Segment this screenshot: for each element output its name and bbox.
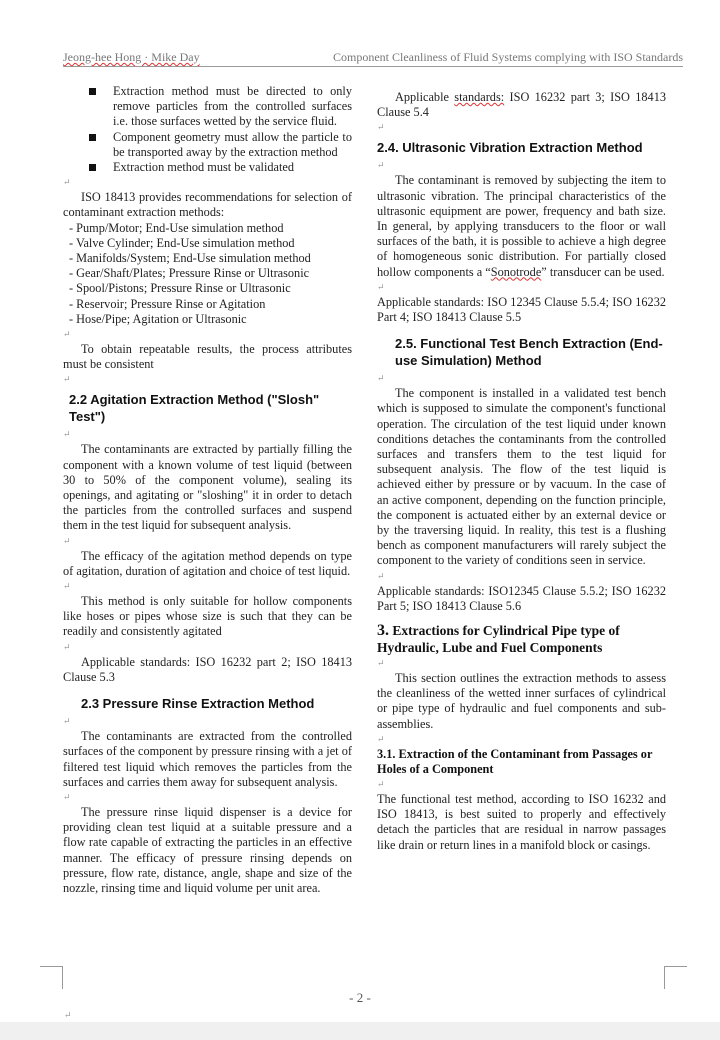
section-heading-2-5: 2.5. Functional Test Bench Extraction (End- use Simulation) Method xyxy=(395,336,663,369)
section-heading-3-1: 3.1. Extraction of the Contaminant from Passages or Holes of a Component xyxy=(377,746,653,776)
rinse-standards: Applicable standards: ISO 16232 part 3; ISO 18413 Clause 5.4 xyxy=(377,90,666,120)
crop-mark-bottom-left xyxy=(40,966,63,989)
list-item: - Pump/Motor; End-Use simulation method xyxy=(69,220,284,235)
agitation-paragraph-2: The efficacy of the agitation method depends on type of agitation, duration of agitation and choice of test liquid. xyxy=(63,548,352,578)
agitation-paragraph-3: This method is only suitable for hollow components like hoses or pipes whose size is such that they can be readily and consistently agitated xyxy=(63,594,352,639)
crop-mark-bottom-right xyxy=(664,966,687,989)
list-item: - Reservoir; Pressure Rinse or Agitation xyxy=(69,296,266,311)
list-item: - Gear/Shaft/Plates; Pressure Rinse or Ultrasonic xyxy=(69,266,310,281)
ultrasonic-standards: Applicable standards: ISO 12345 Clause 5.5.4; ISO 16232 Part 4; ISO 18413 Clause 5.5 xyxy=(377,294,666,325)
page-header xyxy=(63,50,683,67)
bench-paragraph-1: The component is installed in a validated test bench which is supposed to simulate the component's functional operation. The circulation of the test liquid under known conditions detaches the contaminants from the controlled surfaces and transfers them to the test liquid for subsequent analysis. The flow of the test liquid is achieved either by pressure or by vacuum. In the case of an active component, depending on the function principle, the component is actuated either by an external device or by the traversing liquid. In reality, this test is a flushing bench as component manufacturers will rarely subject the component to the variety of conditions seen in service. xyxy=(377,386,666,568)
right-column: Applicable standards: ISO 16232 part 3; ISO 18413 Clause 5.4 ↵ 2.4. Ultrasonic Vibration Extraction Method ↵ The contaminant is removed by subjecting the item to ultrasonic vibration. The principal characteristics of the ultrasonic equipment are power, frequency and bath size. In general, by applying transducers to the floor or wall surfaces of the bath, it is possible to achieve a high degree of homogeneous sonic distribution. For partially closed hollow components a “Sonotrode” transducer can be used. ↵ Applicable standards: ISO 12345 Clause 5.5.4; ISO 16232 Part 4; ISO 18413 Clause 5.5 2.5. Functional Test Bench Extraction (End- use Simulation) Method ↵ The component is installed in a validated test bench which is supposed to simulate the component's functional operation. The circulation of the test liquid under known conditions detaches the contaminants from the controlled surfaces and transfers them to the test liquid for subsequent analysis. The flow of the test liquid is achieved either by pressure or by vacuum. In the case of an active component, depending on the function principle, the component is actuated either by an external device or by the traversing liquid. In reality, this test is a flushing bench as component manufacturers will rarely subject the component to the variety of conditions seen in service. ↵ Applicable standards: ISO12345 Clause 5.5.2; ISO 16232 Part 5; ISO 18413 Clause 5.6 3. Extractions for Cylindrical Pipe type of Hydraulic, Lube and Fuel Components ↵ This section outlines the extraction methods to assess the cleanliness of the wetted inner surfaces of cylindrical or pipe type of hydraulic and fuel components and sub-assemblies. ↵ 3.1. Extraction of the Contaminant from Passages or Holes of a Component ↵ The functional test method, according to ISO 16232 and ISO 18413, is best suited to properly and effectively detach the particles that are residual in narrow passages like drain or return lines in a manifold block or casings. xyxy=(377,90,666,852)
bench-standards: Applicable standards: ISO12345 Clause 5.5.2; ISO 16232 Part 5; ISO 18413 Clause 5.6 xyxy=(377,583,666,613)
left-column: Extraction method must be directed to only remove particles from the controlled surfaces i.e. those surfaces wetted by the service fluid. Component geometry must allow the particle to be transported away by the extraction method Extraction method must be validated ↵ ISO 18413 provides recommendations for selection of contaminant extraction methods: - Pump/Motor; End-Use simulation method - Valve Cylinder; End-Use simulation method - Manifolds/System; End-Use simulation method - Gear/Shaft/Plates; Pressure Rinse or Ultrasonic - Spool/Pistons; Pressure Rinse or Ultrasonic - Reservoir; Pressure Rinse or Agitation - Hose/Pipe; Agitation or Ultrasonic ↵ To obtain repeatable results, the process attributes must be consistent ↵ 2.2 Agitation Extraction Method ("Slosh" Test") ↵ The contaminants are extracted by partially filling the component with a known volume of test liquid (between 30 to 50% of the component volume), sealing its openings, and agitating or "sloshing" it in order to detach the particles from the controlled surfaces and suspend them in the test liquid for subsequent analysis. ↵ The efficacy of the agitation method depends on type of agitation, duration of agitation and choice of test liquid. ↵ This method is only suitable for hollow components like hoses or pipes whose size is such that they can be readily and consistently agitated ↵ Applicable standards: ISO 16232 part 2; ISO 18413 Clause 5.3 2.3 Pressure Rinse Extraction Method ↵ The contaminants are extracted from the controlled surfaces of the component by pressure rinsing with a jet of filtered test liquid which removes the particles from the surfaces and carries them away for subsequent analysis. ↵ The pressure rinse liquid dispenser is a device for providing clean test liquid at a suitable pressure and a flow rate capable of extracting the particles in an effective manner. The efficacy of pressure rinsing depends on pressure, flow rate, distance, angle, shape and size of the nozzle, rinsing time and liquid volume per unit area. xyxy=(63,84,352,895)
section-heading-2-3: 2.3 Pressure Rinse Extraction Method xyxy=(81,696,315,712)
agitation-standards: Applicable standards: ISO 16232 part 2; ISO 18413 Clause 5.3 xyxy=(63,654,352,684)
requirements-list xyxy=(63,84,352,175)
iso-method-list xyxy=(63,221,352,327)
list-item: Extraction method must be directed to only remove particles from the controlled surfaces i.e. those surfaces wetted by the service fluid. xyxy=(63,84,352,130)
section-3-1-paragraph: The functional test method, according to ISO 16232 and ISO 18413, is best suited to properly and effectively detach the particles that are residual in narrow passages like drain or return lines in a manifold block or casings. xyxy=(377,791,666,852)
repeatable-paragraph: To obtain repeatable results, the process attributes must be consistent xyxy=(63,342,352,372)
agitation-paragraph-1: The contaminants are extracted by partially filling the component with a known volume of test liquid (between 30 to 50% of the component volume), sealing its openings, and agitating or "sloshing" it in order to detach the particles from the controlled surfaces and suspend them in the test liquid for subsequent analysis. xyxy=(63,442,352,533)
section-3-paragraph: This section outlines the extraction methods to assess the cleanliness of the wetted inner surfaces of cylindrical or pipe type of hydraulic and fuel components and sub-assemblies. xyxy=(377,671,666,731)
section-heading-2-2: 2.2 Agitation Extraction Method ("Slosh" Test") xyxy=(69,392,320,425)
iso-intro-paragraph: ISO 18413 provides recommendations for selection of contaminant extraction methods: xyxy=(63,190,352,220)
page-number: - 2 - xyxy=(349,990,371,1005)
ultrasonic-paragraph-1: The contaminant is removed by subjecting the item to ultrasonic vibration. The principal characteristics of the ultrasonic equipment are power, frequency and bath size. In general, by applying transducers to the floor or wall surfaces of the bath, it is possible to achieve a high degree of homogeneous sonic distribution. For partially closed hollow components a “Sonotrode” transducer can be used. xyxy=(377,173,666,279)
list-item: Extraction method must be validated xyxy=(63,160,352,175)
list-item: - Spool/Pistons; Pressure Rinse or Ultrasonic xyxy=(69,281,291,296)
section-heading-2-4: 2.4. Ultrasonic Vibration Extraction Method xyxy=(377,140,643,156)
header-title: Component Cleanliness of Fluid Systems complying with ISO Standards xyxy=(333,50,683,64)
list-item: Component geometry must allow the particle to be transported away by the extraction method xyxy=(63,130,352,160)
rinse-paragraph-1: The contaminants are extracted from the controlled surfaces of the component by pressure rinsing with a jet of filtered test liquid which removes the particles from the surfaces and carries them away for subsequent analysis. xyxy=(63,729,352,789)
rinse-paragraph-2: The pressure rinse liquid dispenser is a device for providing clean test liquid at a suitable pressure and a flow rate capable of extracting the particles in an effective manner. The efficacy of pressure rinsing depends on pressure, flow rate, distance, angle, shape and size of the nozzle, rinsing time and liquid volume per unit area. xyxy=(63,804,352,895)
list-item: - Hose/Pipe; Agitation or Ultrasonic xyxy=(69,311,247,326)
section-heading-3: 3. Extractions for Cylindrical Pipe type of Hydraulic, Lube and Fuel Components xyxy=(377,622,620,656)
list-item: - Valve Cylinder; End-Use simulation method xyxy=(69,235,295,250)
list-item: - Manifolds/System; End-Use simulation method xyxy=(69,251,311,266)
header-authors: Jeong-hee Hong · Mike Day xyxy=(63,50,200,64)
